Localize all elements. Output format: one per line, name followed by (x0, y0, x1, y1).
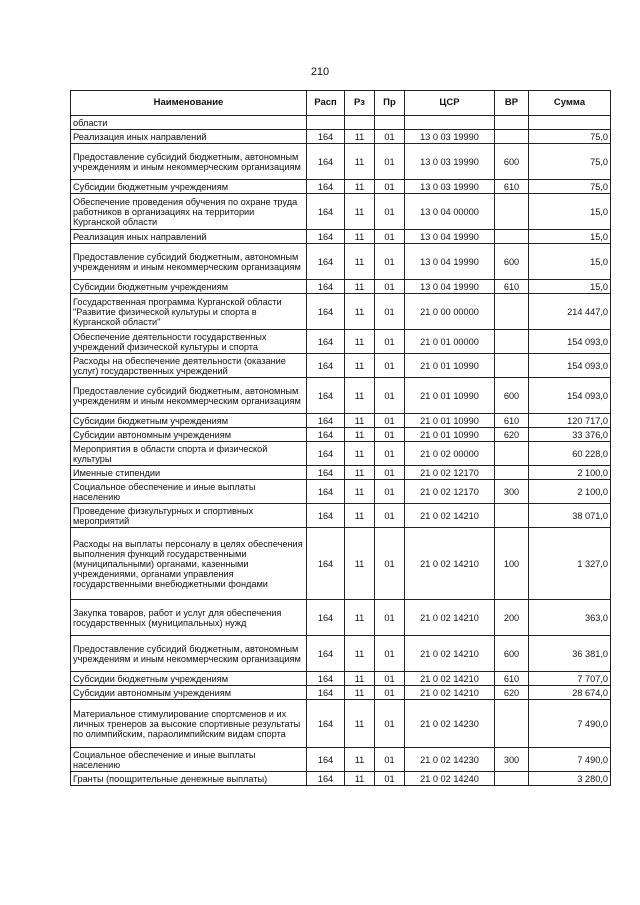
row-vr (495, 442, 529, 466)
row-rz: 11 (345, 636, 375, 672)
row-name: Закупка товаров, работ и услуг для обеспечения государственных (муниципальных) нужд (71, 600, 307, 636)
row-rz: 11 (345, 194, 375, 230)
row-vr: 610 (495, 672, 529, 686)
table-row (71, 636, 611, 672)
row-rasp: 164 (307, 528, 345, 600)
row-csr: 13 0 03 19990 (405, 130, 495, 144)
page-number: 210 (310, 66, 330, 78)
row-pr: 01 (375, 230, 405, 244)
table-row (71, 600, 611, 636)
row-name: Обеспечение деятельности государственных учреждений физической культуры и спорта (71, 330, 307, 354)
row-csr: 21 0 02 14210 (405, 528, 495, 600)
row-name: Предоставление субсидий бюджетным, автономным учреждениям и иным некоммерческим организациям (71, 636, 307, 672)
row-sum: 154 093,0 (529, 354, 611, 378)
row-vr: 100 (495, 528, 529, 600)
row-pr (375, 116, 405, 130)
row-sum: 2 100,0 (529, 480, 611, 504)
row-sum: 2 100,0 (529, 466, 611, 480)
row-name: Обеспечение проведения обучения по охране труда работников в организациях на территории Курганской области (71, 194, 307, 230)
row-csr: 21 0 02 14210 (405, 686, 495, 700)
row-csr: 21 0 01 00000 (405, 330, 495, 354)
row-name: Субсидии автономным учреждениям (71, 428, 307, 442)
row-pr: 01 (375, 354, 405, 378)
row-rz: 11 (345, 600, 375, 636)
row-vr: 620 (495, 428, 529, 442)
row-rz: 11 (345, 280, 375, 294)
row-pr: 01 (375, 244, 405, 280)
row-name: Субсидии бюджетным учреждениям (71, 180, 307, 194)
row-rz: 11 (345, 480, 375, 504)
row-vr (495, 194, 529, 230)
row-sum: 75,0 (529, 144, 611, 180)
row-rz: 11 (345, 686, 375, 700)
row-pr: 01 (375, 528, 405, 600)
row-vr (495, 130, 529, 144)
table-row (71, 116, 611, 130)
row-csr: 21 0 01 10990 (405, 354, 495, 378)
row-csr: 21 0 02 14210 (405, 504, 495, 528)
row-vr: 620 (495, 686, 529, 700)
row-rz: 11 (345, 442, 375, 466)
table-row (71, 700, 611, 748)
row-vr (495, 466, 529, 480)
table-row (71, 442, 611, 466)
row-sum: 38 071,0 (529, 504, 611, 528)
row-rasp: 164 (307, 466, 345, 480)
row-vr: 300 (495, 748, 529, 772)
table-row (71, 672, 611, 686)
row-sum: 120 717,0 (529, 414, 611, 428)
table-row (71, 686, 611, 700)
row-sum: 7 490,0 (529, 700, 611, 748)
row-csr: 13 0 04 19990 (405, 230, 495, 244)
row-rasp: 164 (307, 428, 345, 442)
row-name: Гранты (поощрительные денежные выплаты) (71, 772, 307, 786)
row-rasp: 164 (307, 636, 345, 672)
row-name: Социальное обеспечение и иные выплаты населению (71, 480, 307, 504)
row-vr (495, 294, 529, 330)
row-sum: 15,0 (529, 230, 611, 244)
row-rasp: 164 (307, 686, 345, 700)
row-rz: 11 (345, 528, 375, 600)
row-pr: 01 (375, 414, 405, 428)
row-rasp: 164 (307, 194, 345, 230)
row-sum: 15,0 (529, 194, 611, 230)
row-pr: 01 (375, 330, 405, 354)
row-pr: 01 (375, 194, 405, 230)
row-csr (405, 116, 495, 130)
row-rz: 11 (345, 294, 375, 330)
row-rasp: 164 (307, 504, 345, 528)
row-pr: 01 (375, 700, 405, 748)
header-name: Наименование (71, 91, 307, 116)
row-name: Расходы на выплаты персоналу в целях обеспечения выполнения функций государственными (муниципальными) органами, казенными учреждениями, органами управления государственными внебюджетными фондами (71, 528, 307, 600)
row-sum: 60 228,0 (529, 442, 611, 466)
row-name: Материальное стимулирование спортсменов и их личных тренеров за высокие спортивные результаты по олимпийским, параолимпийским видам спорта (71, 700, 307, 748)
row-csr: 21 0 02 14210 (405, 600, 495, 636)
row-pr: 01 (375, 686, 405, 700)
row-name: Социальное обеспечение и иные выплаты населению (71, 748, 307, 772)
table-row (71, 144, 611, 180)
row-vr: 610 (495, 180, 529, 194)
row-rz: 11 (345, 130, 375, 144)
row-csr: 21 0 00 00000 (405, 294, 495, 330)
row-sum: 7 707,0 (529, 672, 611, 686)
row-pr: 01 (375, 144, 405, 180)
row-vr: 610 (495, 280, 529, 294)
row-name: Субсидии автономным учреждениям (71, 686, 307, 700)
table-row (71, 528, 611, 600)
row-rz: 11 (345, 354, 375, 378)
row-csr: 21 0 02 14210 (405, 636, 495, 672)
header-csr: ЦСР (405, 91, 495, 116)
row-rasp (307, 116, 345, 130)
row-sum: 214 447,0 (529, 294, 611, 330)
row-rz: 11 (345, 772, 375, 786)
row-name: области (71, 116, 307, 130)
row-rasp: 164 (307, 244, 345, 280)
row-pr: 01 (375, 672, 405, 686)
row-rz: 11 (345, 414, 375, 428)
row-rasp: 164 (307, 772, 345, 786)
row-rasp: 164 (307, 180, 345, 194)
row-rasp: 164 (307, 144, 345, 180)
table-row (71, 480, 611, 504)
budget-table (70, 90, 611, 786)
row-rasp: 164 (307, 442, 345, 466)
row-rasp: 164 (307, 480, 345, 504)
row-csr: 13 0 03 19990 (405, 180, 495, 194)
table-row (71, 280, 611, 294)
row-csr: 21 0 02 14210 (405, 672, 495, 686)
row-csr: 21 0 02 14240 (405, 772, 495, 786)
table-row (71, 244, 611, 280)
row-rasp: 164 (307, 294, 345, 330)
header-rz: Рз (345, 91, 375, 116)
table-row (71, 466, 611, 480)
row-rz: 11 (345, 504, 375, 528)
row-vr: 200 (495, 600, 529, 636)
row-sum: 33 376,0 (529, 428, 611, 442)
row-csr: 21 0 01 10990 (405, 414, 495, 428)
row-csr: 21 0 02 14230 (405, 748, 495, 772)
row-sum: 7 490,0 (529, 748, 611, 772)
row-name: Государственная программа Курганской области "Развитие физической культуры и спорта в Курганской области" (71, 294, 307, 330)
row-vr: 300 (495, 480, 529, 504)
row-vr: 610 (495, 414, 529, 428)
row-csr: 13 0 04 00000 (405, 194, 495, 230)
table-row (71, 354, 611, 378)
row-rasp: 164 (307, 600, 345, 636)
row-csr: 13 0 03 19990 (405, 144, 495, 180)
row-sum: 36 381,0 (529, 636, 611, 672)
row-vr (495, 700, 529, 748)
row-csr: 21 0 02 12170 (405, 480, 495, 504)
row-vr: 600 (495, 378, 529, 414)
row-pr: 01 (375, 130, 405, 144)
row-sum: 15,0 (529, 280, 611, 294)
table-row (71, 772, 611, 786)
row-rz: 11 (345, 466, 375, 480)
row-rasp: 164 (307, 748, 345, 772)
row-rasp: 164 (307, 130, 345, 144)
table-row (71, 504, 611, 528)
row-sum: 75,0 (529, 130, 611, 144)
row-pr: 01 (375, 466, 405, 480)
row-vr: 600 (495, 636, 529, 672)
row-name: Предоставление субсидий бюджетным, автономным учреждениям и иным некоммерческим организациям (71, 144, 307, 180)
row-name: Предоставление субсидий бюджетным, автономным учреждениям и иным некоммерческим организациям (71, 244, 307, 280)
row-sum: 1 327,0 (529, 528, 611, 600)
table-row (71, 230, 611, 244)
row-rz: 11 (345, 330, 375, 354)
table-row (71, 378, 611, 414)
row-csr: 13 0 04 19990 (405, 244, 495, 280)
row-rz: 11 (345, 700, 375, 748)
header-rasp: Расп (307, 91, 345, 116)
row-csr: 21 0 01 10990 (405, 378, 495, 414)
row-csr: 13 0 04 19990 (405, 280, 495, 294)
row-csr: 21 0 02 00000 (405, 442, 495, 466)
row-rz: 11 (345, 378, 375, 414)
table-row (71, 194, 611, 230)
row-rz (345, 116, 375, 130)
row-name: Субсидии бюджетным учреждениям (71, 414, 307, 428)
row-rasp: 164 (307, 330, 345, 354)
table-row (71, 414, 611, 428)
row-pr: 01 (375, 600, 405, 636)
row-pr: 01 (375, 280, 405, 294)
table-header-row (71, 91, 611, 116)
row-sum: 154 093,0 (529, 330, 611, 354)
row-name: Субсидии бюджетным учреждениям (71, 280, 307, 294)
table-row (71, 130, 611, 144)
row-rz: 11 (345, 244, 375, 280)
row-name: Субсидии бюджетным учреждениям (71, 672, 307, 686)
row-vr (495, 354, 529, 378)
table-row (71, 748, 611, 772)
row-rasp: 164 (307, 354, 345, 378)
row-sum: 363,0 (529, 600, 611, 636)
row-rasp: 164 (307, 280, 345, 294)
header-pr: Пр (375, 91, 405, 116)
row-rz: 11 (345, 230, 375, 244)
row-name: Реализация иных направлений (71, 130, 307, 144)
table-row (71, 180, 611, 194)
row-rz: 11 (345, 144, 375, 180)
row-vr (495, 504, 529, 528)
row-csr: 21 0 02 12170 (405, 466, 495, 480)
row-pr: 01 (375, 748, 405, 772)
row-vr (495, 116, 529, 130)
table-row (71, 330, 611, 354)
header-vr: ВР (495, 91, 529, 116)
row-name: Реализация иных направлений (71, 230, 307, 244)
row-name: Проведение физкультурных и спортивных мероприятий (71, 504, 307, 528)
row-name: Расходы на обеспечение деятельности (оказание услуг) государственных учреждений (71, 354, 307, 378)
row-rz: 11 (345, 180, 375, 194)
row-rz: 11 (345, 748, 375, 772)
table-row (71, 428, 611, 442)
row-name: Именные стипендии (71, 466, 307, 480)
row-vr (495, 230, 529, 244)
row-sum: 154 093,0 (529, 378, 611, 414)
row-pr: 01 (375, 504, 405, 528)
row-sum: 15,0 (529, 244, 611, 280)
row-rz: 11 (345, 672, 375, 686)
row-csr: 21 0 02 14230 (405, 700, 495, 748)
row-name: Предоставление субсидий бюджетным, автономным учреждениям и иным некоммерческим организациям (71, 378, 307, 414)
row-pr: 01 (375, 294, 405, 330)
header-sum: Сумма (529, 91, 611, 116)
row-pr: 01 (375, 636, 405, 672)
row-rasp: 164 (307, 672, 345, 686)
row-rasp: 164 (307, 378, 345, 414)
row-name: Мероприятия в области спорта и физической культуры (71, 442, 307, 466)
row-csr: 21 0 01 10990 (405, 428, 495, 442)
row-rasp: 164 (307, 700, 345, 748)
row-vr: 600 (495, 244, 529, 280)
row-rasp: 164 (307, 414, 345, 428)
row-pr: 01 (375, 428, 405, 442)
row-pr: 01 (375, 480, 405, 504)
row-pr: 01 (375, 772, 405, 786)
row-sum: 28 674,0 (529, 686, 611, 700)
row-rasp: 164 (307, 230, 345, 244)
row-sum (529, 116, 611, 130)
row-sum: 3 280,0 (529, 772, 611, 786)
row-rz: 11 (345, 428, 375, 442)
row-vr: 600 (495, 144, 529, 180)
row-pr: 01 (375, 180, 405, 194)
row-vr (495, 772, 529, 786)
table-row (71, 294, 611, 330)
row-pr: 01 (375, 378, 405, 414)
row-vr (495, 330, 529, 354)
row-sum: 75,0 (529, 180, 611, 194)
row-pr: 01 (375, 442, 405, 466)
